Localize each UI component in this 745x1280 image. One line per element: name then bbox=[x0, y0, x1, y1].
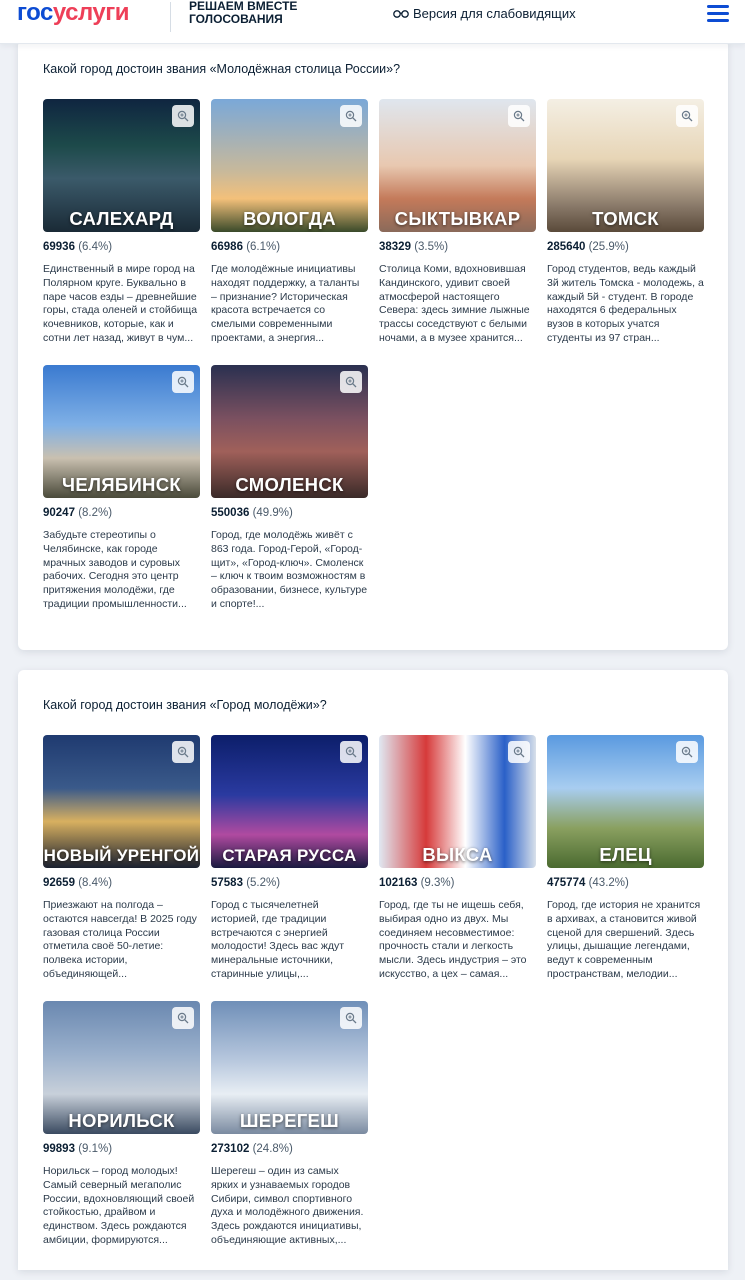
vote-number: 57583 bbox=[211, 877, 243, 889]
vote-percent: (9.3%) bbox=[420, 877, 455, 889]
option-tile[interactable] bbox=[43, 365, 200, 612]
option-tile[interactable] bbox=[547, 99, 704, 346]
city-photo[interactable] bbox=[547, 99, 704, 232]
option-tile[interactable] bbox=[211, 1001, 368, 1248]
vote-count bbox=[43, 1142, 200, 1156]
city-name: СТАРАЯ РУССА bbox=[222, 846, 357, 865]
city-description: Город, где ты не ищешь себя, выбирая одно из двух. Мы соединяем несовместимое: прочность стали и легкость мысли. Здесь индустрия – это искусство, а цех – самая... bbox=[379, 899, 527, 980]
vote-number: 38329 bbox=[379, 241, 411, 253]
vote-percent: (49.9%) bbox=[252, 507, 293, 519]
city-description: Столица Коми, вдохновившая Кандинского, удивит своей атмосферой настоящего Севера: здесь зимние лыжные трассы соседствуют с белыми ночами, а в музее хранится... bbox=[379, 263, 530, 344]
vote-number: 90247 bbox=[43, 507, 75, 519]
vote-number: 273102 bbox=[211, 1143, 250, 1155]
city-photo[interactable] bbox=[379, 735, 536, 868]
city-photo[interactable] bbox=[379, 99, 536, 232]
option-tile[interactable] bbox=[379, 99, 536, 346]
city-photo[interactable] bbox=[43, 365, 200, 498]
vote-percent: (8.2%) bbox=[78, 507, 113, 519]
vote-count bbox=[379, 240, 536, 254]
zoom-icon[interactable] bbox=[172, 371, 194, 393]
accessibility-link[interactable] bbox=[393, 6, 576, 23]
vote-number: 99893 bbox=[43, 1143, 75, 1155]
option-tile[interactable] bbox=[547, 735, 704, 982]
vote-count bbox=[211, 1142, 368, 1156]
zoom-icon[interactable] bbox=[508, 741, 530, 763]
vote-percent: (9.1%) bbox=[78, 1143, 113, 1155]
city-name: ВОЛОГДА bbox=[243, 208, 336, 229]
city-name: ШЕРЕГЕШ bbox=[239, 1110, 340, 1131]
option-tile[interactable] bbox=[379, 735, 536, 982]
city-photo[interactable] bbox=[547, 735, 704, 868]
city-description: Приезжают на полгода – остаются навсегда! В 2025 году газовая столица России отметила своё 50-летие: полвека истории, объединяющей... bbox=[43, 899, 197, 980]
poll-question: Какой город достоин звания «Город молодёжи»? bbox=[43, 698, 327, 712]
vote-count bbox=[211, 506, 368, 520]
slogan-line-1: РЕШАЕМ ВМЕСТЕ bbox=[189, 0, 298, 13]
poll-question: Какой город достоин звания «Молодёжная столица России»? bbox=[43, 62, 401, 76]
menu-burger-icon[interactable] bbox=[707, 5, 729, 23]
vote-count bbox=[43, 506, 200, 520]
vote-count bbox=[43, 240, 200, 254]
city-description: Единственный в мире город на Полярном круге. Буквально в паре часов езды – древнейшие горы, стада оленей и стойбища кочевников, которые, как и сотни лет назад, живут в чум... bbox=[43, 263, 198, 344]
city-photo[interactable] bbox=[43, 99, 200, 232]
vote-count bbox=[43, 876, 200, 890]
city-name: ЧЕЛЯБИНСК bbox=[62, 474, 181, 495]
option-tile[interactable] bbox=[43, 735, 200, 982]
zoom-icon[interactable] bbox=[340, 741, 362, 763]
city-description: Город студентов, ведь каждый 3й житель Томска - молодежь, а каждый 5й - студент. В городе находятся 6 федеральных вузов в которых учатся студенты из 97 стран... bbox=[547, 263, 704, 344]
vote-percent: (3.5%) bbox=[414, 241, 449, 253]
gosuslugi-logo[interactable] bbox=[17, 0, 129, 28]
glasses-icon bbox=[393, 7, 409, 23]
vote-count bbox=[211, 240, 368, 254]
poll-card-1 bbox=[18, 40, 728, 650]
zoom-icon[interactable] bbox=[508, 105, 530, 127]
vote-percent: (8.4%) bbox=[78, 877, 113, 889]
section-slogan bbox=[189, 0, 309, 26]
poll-card-2 bbox=[18, 670, 728, 1270]
zoom-icon[interactable] bbox=[172, 741, 194, 763]
slogan-line-2: ГОЛОСОВАНИЯ bbox=[189, 12, 283, 26]
zoom-icon[interactable] bbox=[172, 105, 194, 127]
city-name: САЛЕХАРД bbox=[69, 208, 174, 229]
logo-part-2: услуги bbox=[52, 0, 129, 26]
city-photo[interactable] bbox=[211, 1001, 368, 1134]
vote-percent: (43.2%) bbox=[588, 877, 629, 889]
city-photo[interactable] bbox=[211, 365, 368, 498]
zoom-icon[interactable] bbox=[340, 105, 362, 127]
city-description: Забудьте стереотипы о Челябинске, как городе мрачных заводов и суровых рабочих. Сегодня это центр притяжения молодёжи, где традиции промышленности... bbox=[43, 529, 187, 610]
option-tile[interactable] bbox=[211, 365, 368, 612]
vote-count bbox=[547, 240, 704, 254]
city-name: ТОМСК bbox=[592, 208, 659, 229]
city-photo[interactable] bbox=[43, 735, 200, 868]
city-name: НОВЫЙ УРЕНГОЙ bbox=[43, 846, 200, 865]
header-divider bbox=[170, 2, 171, 32]
city-name: ЕЛЕЦ bbox=[599, 844, 652, 865]
zoom-icon[interactable] bbox=[676, 741, 698, 763]
vote-number: 92659 bbox=[43, 877, 75, 889]
vote-count bbox=[547, 876, 704, 890]
zoom-icon[interactable] bbox=[172, 1007, 194, 1029]
vote-number: 475774 bbox=[547, 877, 586, 889]
option-tile[interactable] bbox=[211, 735, 368, 982]
zoom-icon[interactable] bbox=[676, 105, 698, 127]
vote-number: 102163 bbox=[379, 877, 418, 889]
option-tile[interactable] bbox=[211, 99, 368, 346]
site-header bbox=[0, 0, 745, 44]
city-photo[interactable] bbox=[211, 735, 368, 868]
vote-percent: (25.9%) bbox=[588, 241, 629, 253]
vote-percent: (5.2%) bbox=[246, 877, 281, 889]
city-description: Город с тысячелетней историей, где традиции встречаются с энергией молодости! Здесь вас ждут минеральные источники, старинные улицы,... bbox=[211, 899, 345, 980]
vote-count bbox=[211, 876, 368, 890]
city-name: СМОЛЕНСК bbox=[235, 474, 344, 495]
vote-percent: (24.8%) bbox=[252, 1143, 293, 1155]
vote-count bbox=[379, 876, 536, 890]
city-photo[interactable] bbox=[43, 1001, 200, 1134]
zoom-icon[interactable] bbox=[340, 371, 362, 393]
vote-percent: (6.4%) bbox=[78, 241, 113, 253]
vote-number: 66986 bbox=[211, 241, 243, 253]
vote-number: 285640 bbox=[547, 241, 586, 253]
vote-number: 69936 bbox=[43, 241, 75, 253]
logo-part-1: гос bbox=[17, 0, 53, 26]
city-name: СЫКТЫВКАР bbox=[394, 208, 521, 229]
city-description: Город, где история не хранится в архивах, а становится живой сценой для свершений. Здесь улицы, дышащие легендами, ведут к современным пространствам, мелодии... bbox=[547, 899, 701, 980]
city-name: ВЫКСА bbox=[422, 844, 493, 865]
city-name: НОРИЛЬСК bbox=[68, 1110, 175, 1131]
city-description: Где молодёжные инициативы находят поддержку, а таланты – признание? Историческая красота встречается со смелыми современными проектами, а энергия... bbox=[211, 263, 360, 344]
option-tile[interactable] bbox=[43, 1001, 200, 1248]
vote-percent: (6.1%) bbox=[246, 241, 281, 253]
city-description: Норильск – город молодых! Самый северный мегаполис России, вдохновляющий своей стойкостью, драйвом и единством. Здесь рождаются амбиции, формируются... bbox=[43, 1165, 195, 1246]
city-description: Город, где молодёжь живёт с 863 года. Город-Герой, «Город-щит», «Город-ключ». Смоленск – ключ к твоим возможностям в образовании, бизнесе, культуре и спорте!... bbox=[211, 529, 368, 610]
vote-number: 550036 bbox=[211, 507, 250, 519]
city-description: Шерегеш – один из самых ярких и узнаваемых городов Сибири, символ спортивного духа и молодёжного движения. Здесь рождаются инициативы, объединяющие активных,... bbox=[211, 1165, 364, 1246]
zoom-icon[interactable] bbox=[340, 1007, 362, 1029]
option-tile[interactable] bbox=[43, 99, 200, 346]
accessibility-label: Версия для слабовидящих bbox=[413, 6, 576, 21]
city-photo[interactable] bbox=[211, 99, 368, 232]
